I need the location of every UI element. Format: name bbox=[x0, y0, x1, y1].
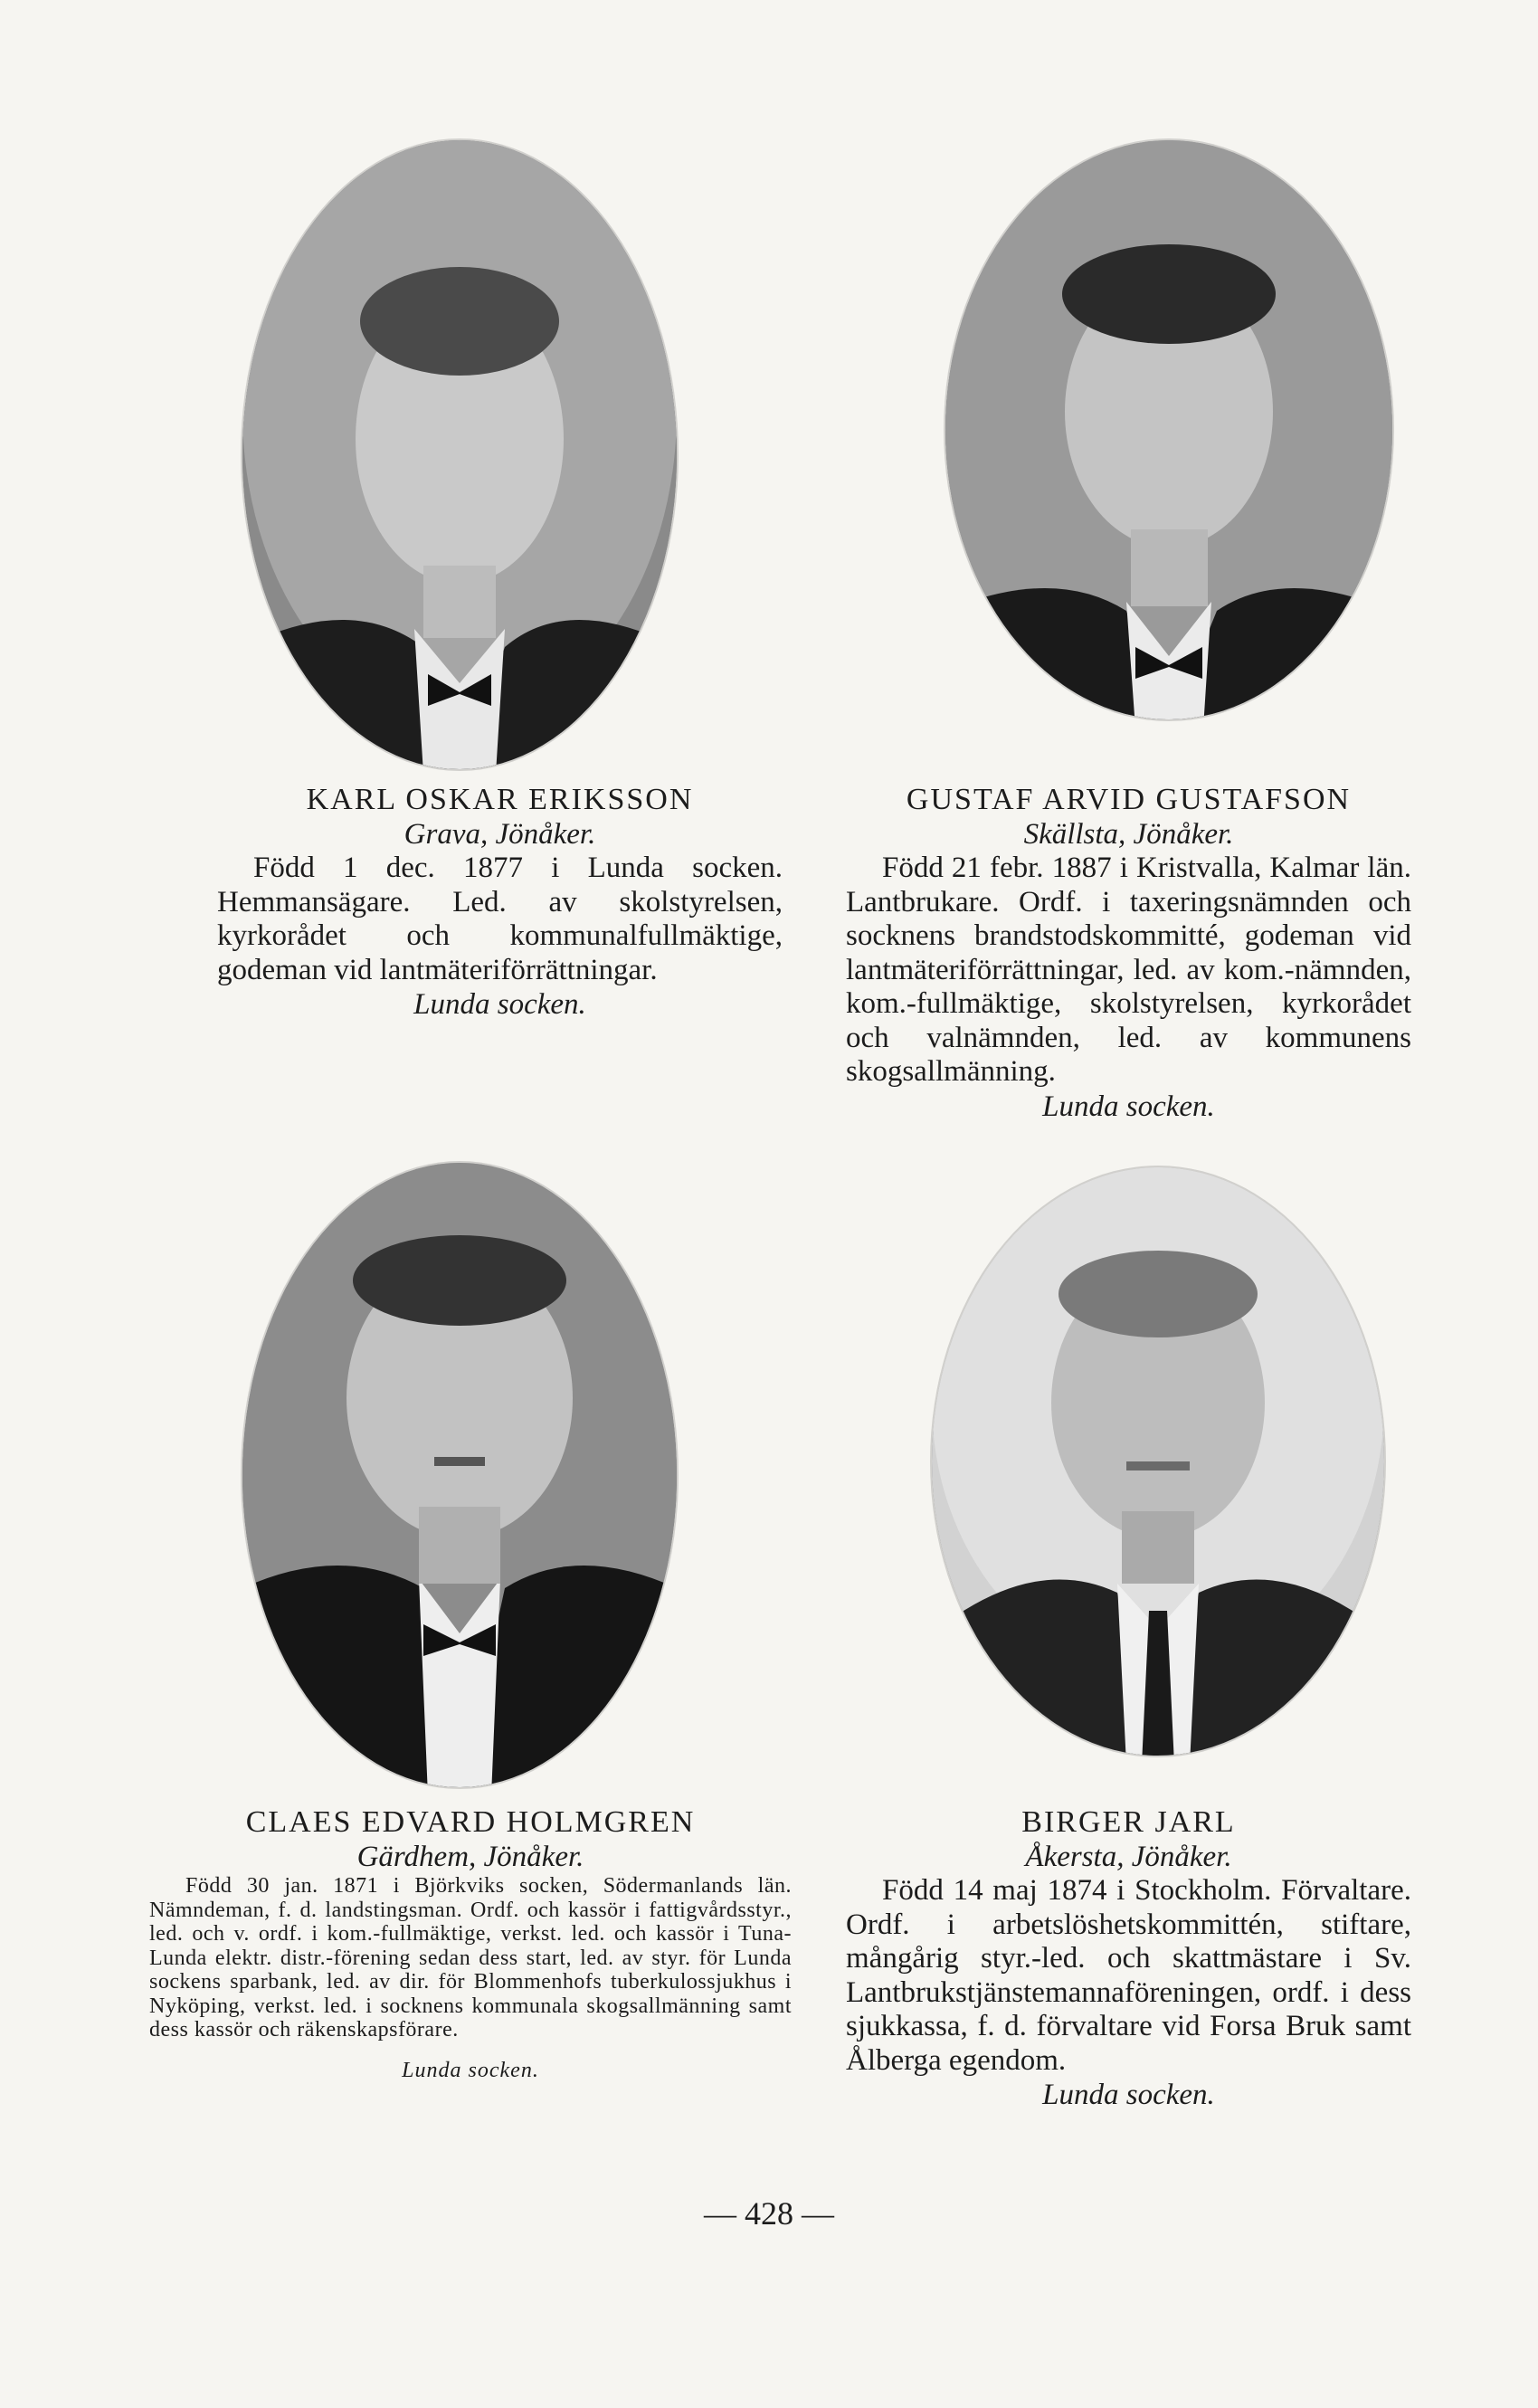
entry-gustaf-arvid-gustafson bbox=[846, 783, 1411, 1124]
portrait-photo-3 bbox=[242, 1163, 677, 1787]
portrait-photo-1 bbox=[242, 140, 677, 769]
entry-place: Grava, Jönåker. bbox=[403, 818, 596, 851]
portrait-photo-4 bbox=[932, 1167, 1384, 1756]
entry-name: BIRGER JARL bbox=[1021, 1805, 1236, 1839]
entry-bio: Född 14 maj 1874 i Stockholm. Förvaltare. Ordf. i arbetslöshetskommittén, stiftare, mångårig styr.-led. och skattmästare i Sv. Lantbrukstjänstemannaföreningen, ordf. i dess sjukkassa, f. d. förvaltare vid Forsa Bruk samt Ålberga egendom. bbox=[846, 1874, 1411, 2077]
entry-name: GUSTAF ARVID GUSTAFSON bbox=[906, 783, 1352, 816]
page-number: — 428 — bbox=[704, 2195, 834, 2232]
entry-karl-oskar-eriksson bbox=[217, 783, 783, 1022]
portrait-birger-jarl bbox=[932, 1167, 1384, 1756]
entry-bio: Född 21 febr. 1887 i Kristvalla, Kalmar län. Lantbrukare. Ordf. i taxeringsnämnden och socknens brandstodskommitté, godeman vid lantmäteriförrättningar, led. av kom.-nämnden, kom.-fullmäktige, skolstyrelsen, kyrkorådet och valnämnden, led. av kommunens skogsallmänning. bbox=[846, 852, 1411, 1088]
entry-claes-edvard-holmgren bbox=[149, 1805, 792, 2088]
entry-name: KARL OSKAR ERIKSSON bbox=[306, 783, 694, 816]
entry-parish: Lunda socken. bbox=[402, 2058, 539, 2082]
entry-bio: Född 1 dec. 1877 i Lunda socken. Hemmansägare. Led. av skolstyrelsen, kyrkorådet och kommunalfullmäktige, godeman vid lantmäteriförrättningar. bbox=[217, 852, 783, 986]
portrait-gustaf-arvid-gustafson bbox=[945, 140, 1392, 719]
entry-place: Skällsta, Jönåker. bbox=[1023, 818, 1234, 851]
entry-birger-jarl bbox=[846, 1805, 1411, 2112]
portrait-claes-edvard-holmgren bbox=[242, 1163, 677, 1787]
portrait-photo-2 bbox=[945, 140, 1392, 719]
entry-parish: Lunda socken. bbox=[1042, 2079, 1215, 2111]
entry-parish: Lunda socken. bbox=[1042, 1090, 1215, 1123]
entry-name: CLAES EDVARD HOLMGREN bbox=[245, 1805, 696, 1839]
entry-bio: Född 30 jan. 1871 i Björkviks socken, Södermanlands län. Nämndeman, f. d. landstingsman. Ordf. och kassör i fattigvårdsstyr., led. och v. ordf. i kom.-fullmäktige, verkst. led. och kassör i Tuna-Lunda elektr. distr.-förening sedan dess start, led. av styr. för Lunda sockens sparbank, led. av dir. för Blommenhofs tuberkulossjukhus i Nyköping, verkst. led. i socknens kommunala skogsallmänning samt dess kassör och räkenskapsförare. bbox=[149, 1874, 792, 2042]
portrait-karl-oskar-eriksson bbox=[242, 140, 677, 769]
entry-parish: Lunda socken. bbox=[413, 988, 586, 1021]
entry-place: Åkersta, Jönåker. bbox=[1025, 1841, 1232, 1873]
entry-place: Gärdhem, Jönåker. bbox=[356, 1841, 584, 1873]
